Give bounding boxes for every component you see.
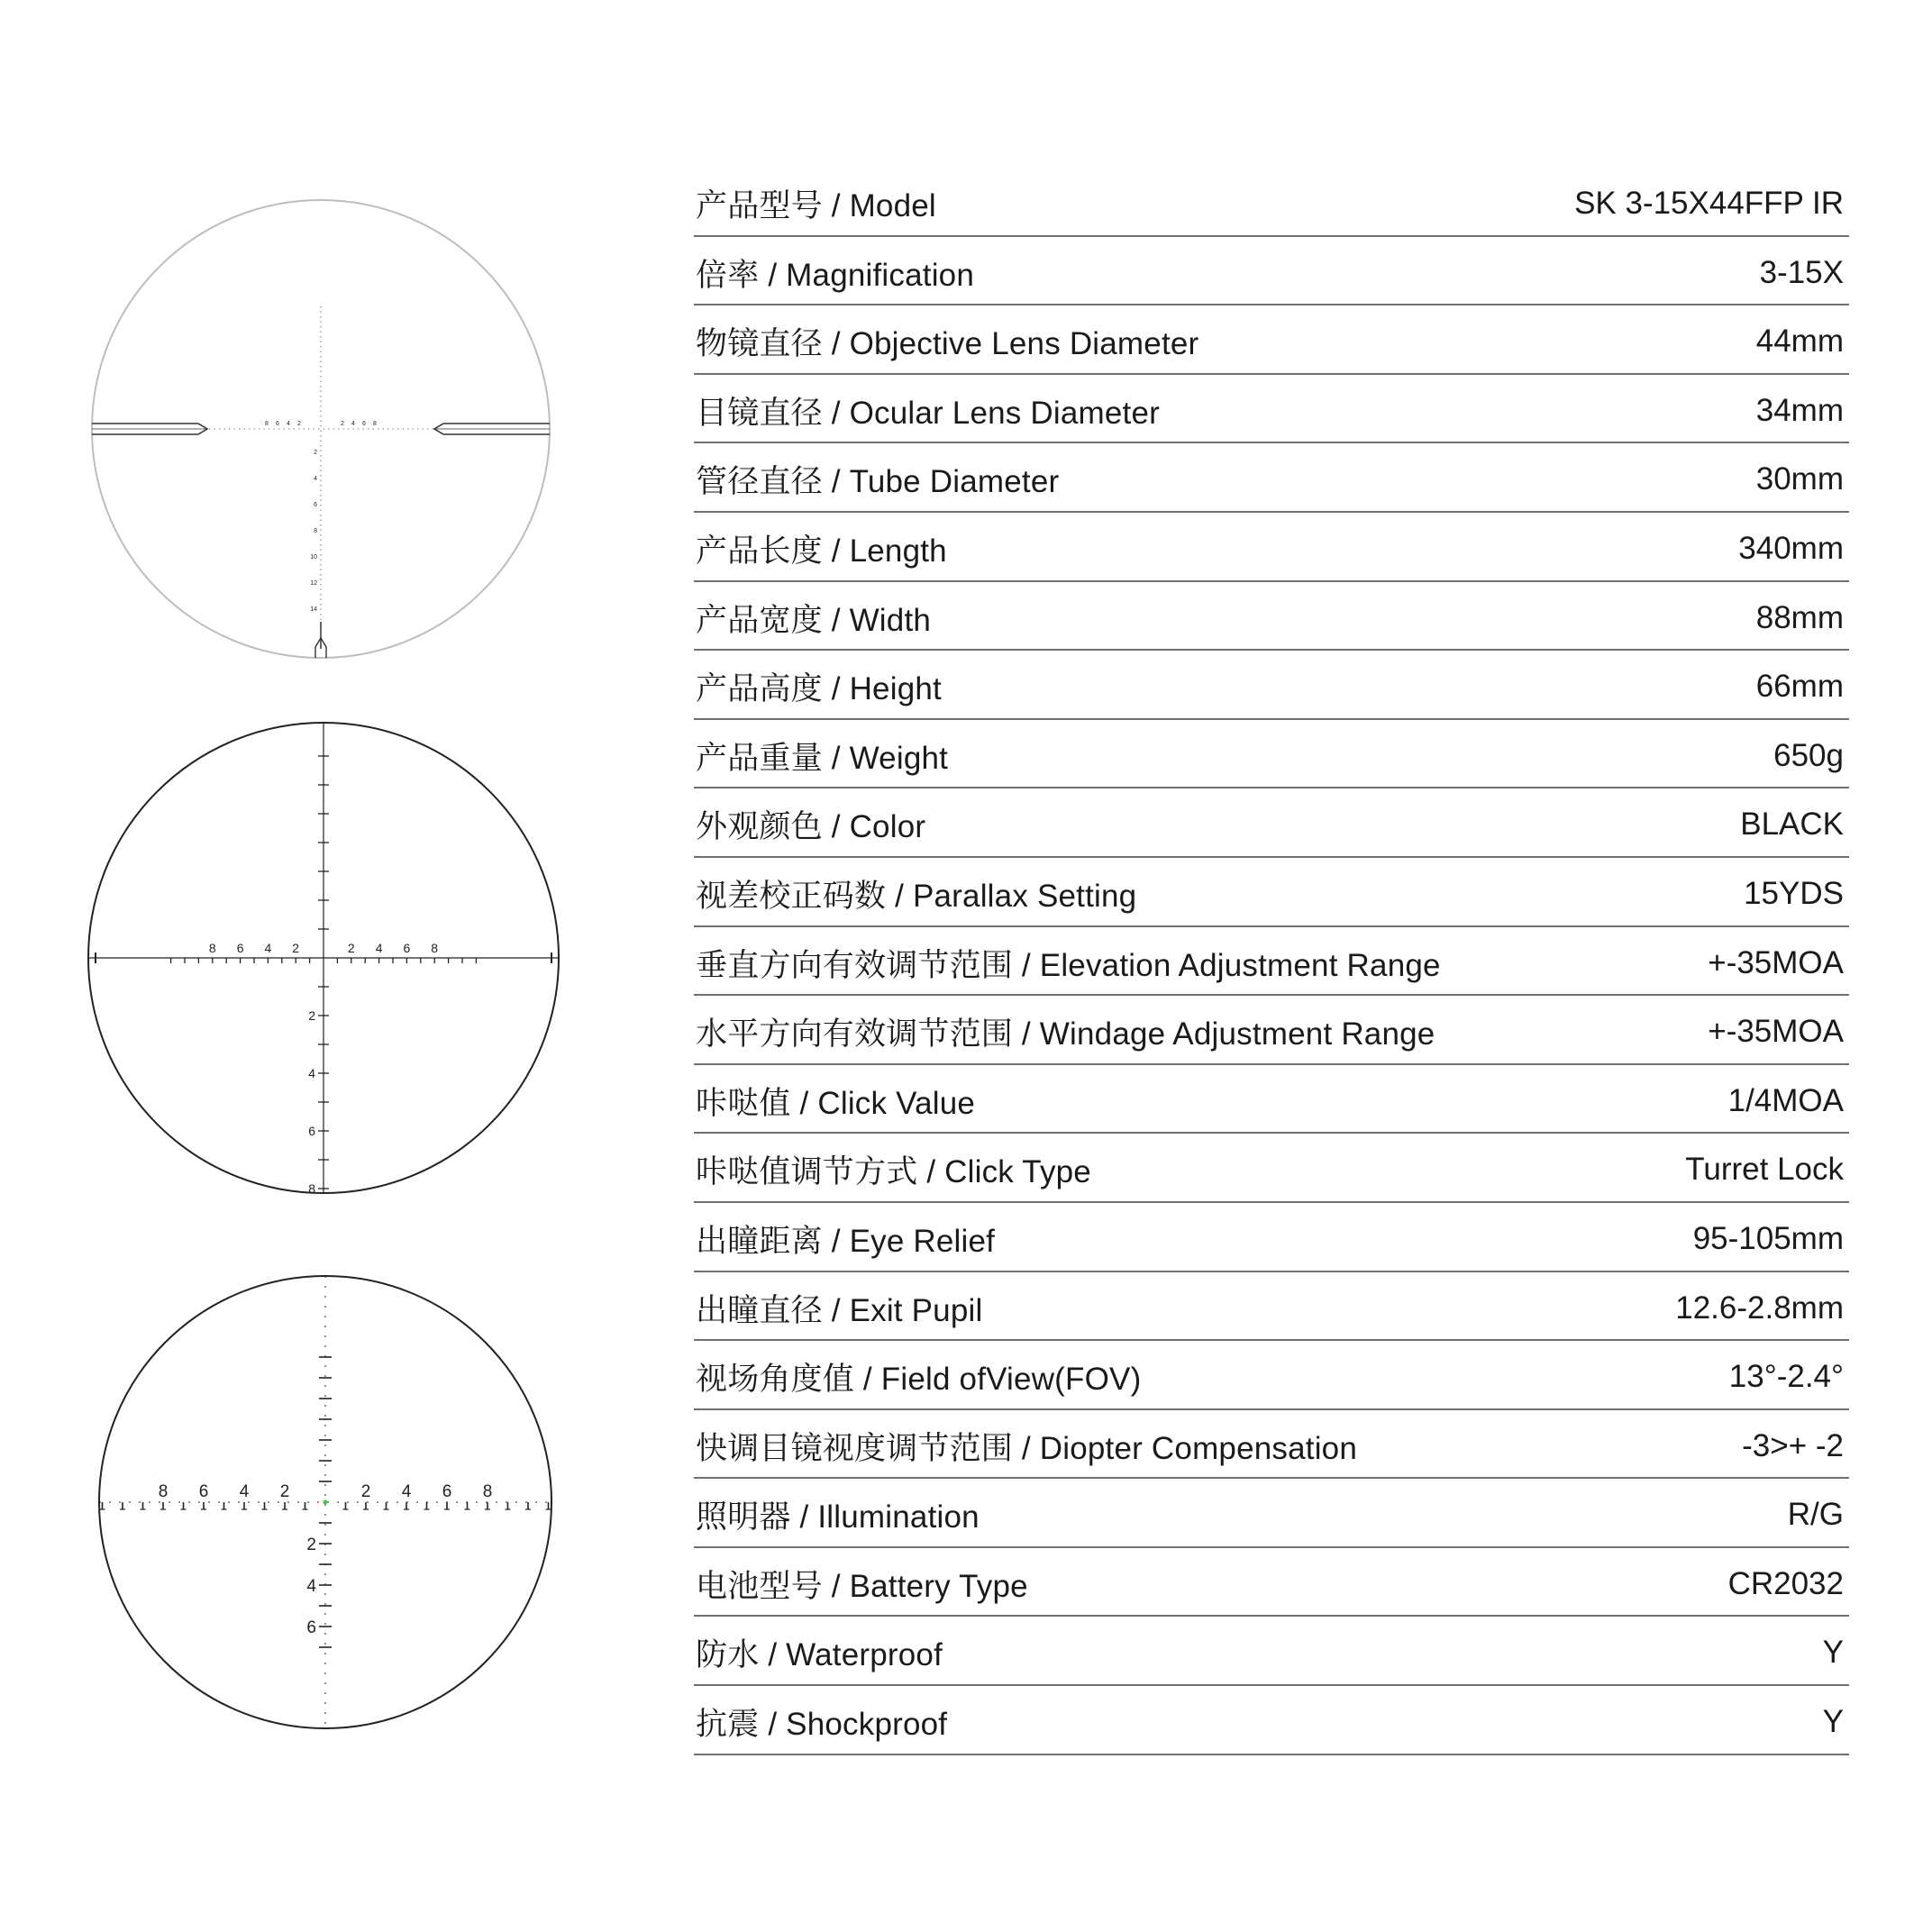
spec-value: 88mm <box>1755 599 1844 635</box>
spec-value: CR2032 <box>1727 1565 1844 1601</box>
spec-value: 13°-2.4° <box>1728 1359 1844 1395</box>
reticle-label: 4 <box>239 1482 250 1501</box>
reticle-label: 4 <box>306 1577 316 1596</box>
reticle-label: 6 <box>198 1482 209 1501</box>
reticle-column <box>0 0 631 1932</box>
reticle-label: 2 <box>360 1482 371 1501</box>
spec-value: 34mm <box>1755 392 1844 428</box>
reticle-2 <box>87 721 560 1195</box>
spec-label: 产品重量 / Weight <box>696 740 949 776</box>
reticle-label: 8 <box>265 421 269 427</box>
spec-value: R/G <box>1787 1497 1844 1533</box>
spec-row <box>694 375 1849 444</box>
reticle-label: 8 <box>431 941 439 955</box>
spec-value: -3>+ -2 <box>1742 1427 1844 1463</box>
spec-row <box>694 996 1849 1065</box>
reticle-label: 2 <box>292 941 300 955</box>
spec-row <box>694 305 1849 375</box>
reticle-label: 2 <box>279 1482 290 1501</box>
spec-label: 视差校正码数 / Parallax Setting <box>696 878 1137 914</box>
spec-value: 15YDS <box>1744 875 1844 911</box>
spec-row <box>694 788 1849 858</box>
spec-row <box>694 858 1849 927</box>
reticle-label: 6 <box>276 421 279 427</box>
reticle-label: 6 <box>403 941 411 955</box>
reticle-label: 6 <box>362 421 366 427</box>
reticle-label: 4 <box>287 421 290 427</box>
reticle-label: 6 <box>308 1124 315 1138</box>
reticle-label: 2 <box>341 421 344 427</box>
reticle-label: 8 <box>373 421 377 427</box>
spec-label: 视场角度值 / Field ofView(FOV) <box>696 1362 1142 1398</box>
spec-label: 管径直径 / Tube Diameter <box>696 464 1060 500</box>
spec-value: +-35MOA <box>1708 1014 1844 1050</box>
spec-value: 650g <box>1773 737 1844 773</box>
spec-label: 物镜直径 / Objective Lens Diameter <box>696 326 1199 362</box>
reticle-label: 6 <box>314 502 317 508</box>
reticle-label: 8 <box>482 1482 493 1501</box>
reticle-label: 4 <box>375 941 383 955</box>
reticle-label: 2 <box>297 421 301 427</box>
reticle-3-drawing <box>97 1274 553 1730</box>
reticle-label: 2 <box>314 450 317 456</box>
spec-row <box>694 168 1849 237</box>
spec-value: 95-105mm <box>1692 1220 1844 1256</box>
spec-row <box>694 1617 1849 1686</box>
reticle-label: 4 <box>308 1066 315 1080</box>
reticle-label: 10 <box>310 554 317 560</box>
spec-label: 产品高度 / Height <box>696 671 942 707</box>
spec-row <box>694 651 1849 720</box>
spec-label: 出瞳直径 / Exit Pupil <box>696 1292 983 1328</box>
reticle-1-drawing <box>90 198 551 660</box>
spec-label: 垂直方向有效调节范围 / Elevation Adjustment Range <box>696 947 1441 983</box>
reticle-label: 6 <box>442 1482 452 1501</box>
spec-value: 340mm <box>1738 530 1844 566</box>
reticle-2-drawing <box>87 721 560 1195</box>
spec-row <box>694 1410 1849 1480</box>
spec-label: 出瞳距离 / Eye Relief <box>696 1223 996 1259</box>
reticle-label: 8 <box>314 528 317 534</box>
reticle-label: 6 <box>306 1618 316 1637</box>
spec-label: 外观颜色 / Color <box>696 809 926 845</box>
spec-value: 12.6-2.8mm <box>1675 1290 1844 1326</box>
spec-row <box>694 1341 1849 1410</box>
spec-row <box>694 1203 1849 1272</box>
reticle-label: 8 <box>208 941 216 955</box>
reticle-label: 4 <box>401 1482 412 1501</box>
reticle-label: 8 <box>158 1482 169 1501</box>
spec-label: 倍率 / Magnification <box>696 257 974 293</box>
illuminated-center-dot <box>324 1500 328 1505</box>
reticle-label: 6 <box>236 941 244 955</box>
spec-label: 照明器 / Illumination <box>696 1499 980 1536</box>
spec-value: +-35MOA <box>1708 944 1844 980</box>
reticle-label: 8 <box>308 1181 315 1196</box>
spec-row <box>694 1134 1849 1203</box>
spec-value: 1/4MOA <box>1727 1082 1844 1118</box>
reticle-label: 14 <box>310 606 317 613</box>
spec-label: 抗震 / Shockproof <box>696 1707 948 1743</box>
spec-row <box>694 1548 1849 1618</box>
spec-row <box>694 927 1849 997</box>
spec-label: 目镜直径 / Ocular Lens Diameter <box>696 395 1160 431</box>
reticle-label: 4 <box>351 421 355 427</box>
spec-value: 3-15X <box>1759 254 1844 290</box>
spec-row <box>694 443 1849 513</box>
spec-label: 防水 / Waterproof <box>696 1637 943 1673</box>
spec-label: 产品长度 / Length <box>696 533 947 569</box>
spec-row <box>694 582 1849 652</box>
spec-label: 产品型号 / Model <box>696 188 936 223</box>
spec-value: 44mm <box>1755 324 1844 360</box>
spec-value: BLACK <box>1740 807 1844 843</box>
reticle-label: 12 <box>310 580 317 587</box>
reticle-1 <box>90 198 551 660</box>
spec-value: SK 3-15X44FFP IR <box>1574 186 1844 221</box>
reticle-label: 2 <box>306 1536 316 1554</box>
spec-row <box>694 1272 1849 1342</box>
spec-value: 30mm <box>1755 461 1844 497</box>
spec-value: 66mm <box>1755 669 1844 705</box>
spec-label: 快调目镜视度调节范围 / Diopter Compensation <box>696 1430 1358 1466</box>
spec-row <box>694 513 1849 582</box>
spec-row <box>694 1479 1849 1548</box>
spec-row <box>694 1686 1849 1755</box>
spec-value: Turret Lock <box>1685 1152 1844 1188</box>
spec-row <box>694 1065 1849 1135</box>
reticle-label: 4 <box>314 476 317 482</box>
spec-label: 产品宽度 / Width <box>696 602 932 638</box>
spec-row <box>694 237 1849 306</box>
spec-label: 电池型号 / Battery Type <box>696 1568 1028 1604</box>
reticle-3 <box>97 1274 553 1730</box>
spec-row <box>694 720 1849 789</box>
spec-label: 咔哒值调节方式 / Click Type <box>696 1154 1091 1190</box>
reticle-label: 2 <box>308 1008 315 1023</box>
spec-value: Y <box>1822 1635 1844 1671</box>
spec-label: 水平方向有效调节范围 / Windage Adjustment Range <box>696 1016 1435 1053</box>
spec-label: 咔哒值 / Click Value <box>696 1085 976 1121</box>
reticle-label: 2 <box>347 941 355 955</box>
spec-value: Y <box>1822 1704 1844 1740</box>
reticle-label: 4 <box>264 941 272 955</box>
spec-table <box>694 168 1849 1755</box>
